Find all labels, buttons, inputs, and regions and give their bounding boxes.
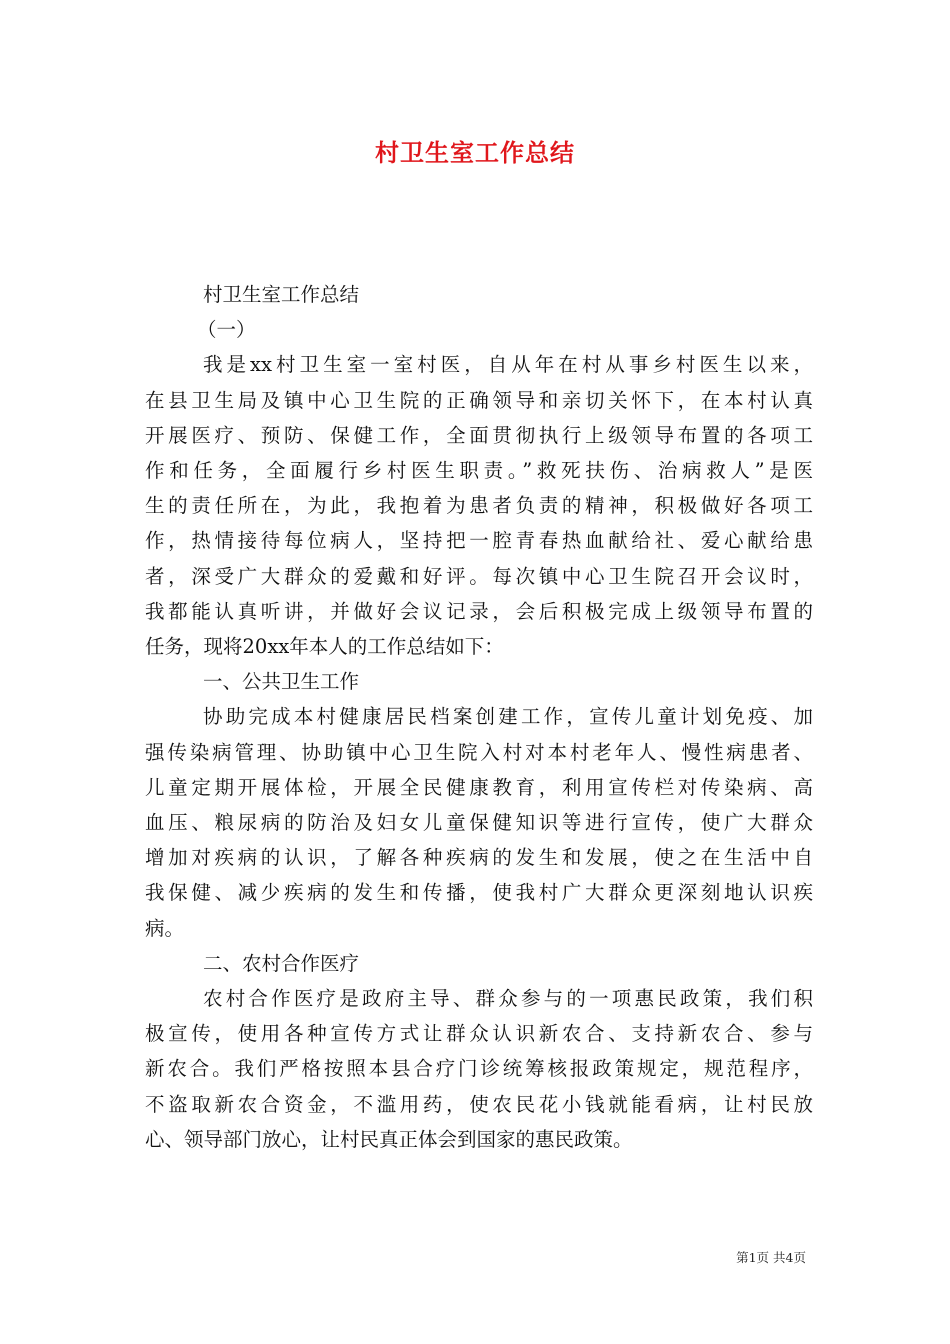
body-line: 我都能认真听讲，并做好会议记录，会后积极完成上级领导布置的 (145, 599, 813, 623)
body-lines (145, 347, 813, 1157)
body-line: 作和任务，全面履行乡村医生职责。”救死扶伤、治病救人”是医 (145, 459, 813, 483)
body-line: 协助完成本村健康居民档案创建工作，宣传儿童计划免疫、加 (203, 705, 813, 729)
body-line: 在县卫生局及镇中心卫生院的正确领导和亲切关怀下，在本村认真 (145, 388, 813, 412)
body-line: 增加对疾病的认识，了解各种疾病的发生和发展，使之在生活中自 (145, 846, 813, 870)
body-line: 农村合作医疗是政府主导、群众参与的一项惠民政策，我们积 (203, 987, 813, 1011)
body-line: 我是xx村卫生室一室村医，自从年在村从事乡村医生以来， (203, 353, 813, 377)
body-line: 新农合。我们严格按照本县合疗门诊统筹核报政策规定，规范程序， (145, 1057, 813, 1081)
document-title: 村卫生室工作总结 (375, 138, 575, 167)
body-line: 作，热情接待每位病人，坚持把一腔青春热血献给社、爱心献给患 (145, 529, 813, 553)
body-subtitle: 村卫生室工作总结 (203, 283, 360, 306)
body-line: 生的责任所在，为此，我抱着为患者负责的精神，积极做好各项工 (145, 494, 813, 518)
body-line: 一、公共卫生工作 (203, 670, 360, 694)
body-line: 心、领导部门放心，让村民真正体会到国家的惠民政策。 (145, 1127, 633, 1151)
page-number: 第1页 共4页 (736, 1250, 806, 1265)
body-line: 任务，现将20xx年本人的工作总结如下： (145, 635, 504, 659)
body-line: 血压、粮尿病的防治及妇女儿童保健知识等进行宣传，使广大群众 (145, 811, 813, 835)
section-marker: （一） (197, 318, 256, 342)
body-line: 我保健、减少疾病的发生和传播，使我村广大群众更深刻地认识疾 (145, 881, 813, 905)
body-line: 极宣传，使用各种宣传方式让群众认识新农合、支持新农合、参与 (145, 1022, 813, 1046)
body-line: 开展医疗、预防、保健工作，全面贯彻执行上级领导布置的各项工 (145, 423, 813, 447)
body-line: 二、农村合作医疗 (203, 951, 360, 975)
body-line: 不盗取新农合资金，不滥用药，使农民花小钱就能看病，让村民放 (145, 1092, 813, 1116)
document-body (145, 277, 813, 1157)
body-line: 者，深受广大群众的爱戴和好评。每次镇中心卫生院召开会议时， (145, 564, 813, 588)
body-line: 儿童定期开展体检，开展全民健康教育，利用宣传栏对传染病、高 (145, 775, 813, 799)
body-line: 强传染病管理、协助镇中心卫生院入村对本村老年人、慢性病患者、 (145, 740, 813, 764)
body-line: 病。 (145, 916, 185, 940)
